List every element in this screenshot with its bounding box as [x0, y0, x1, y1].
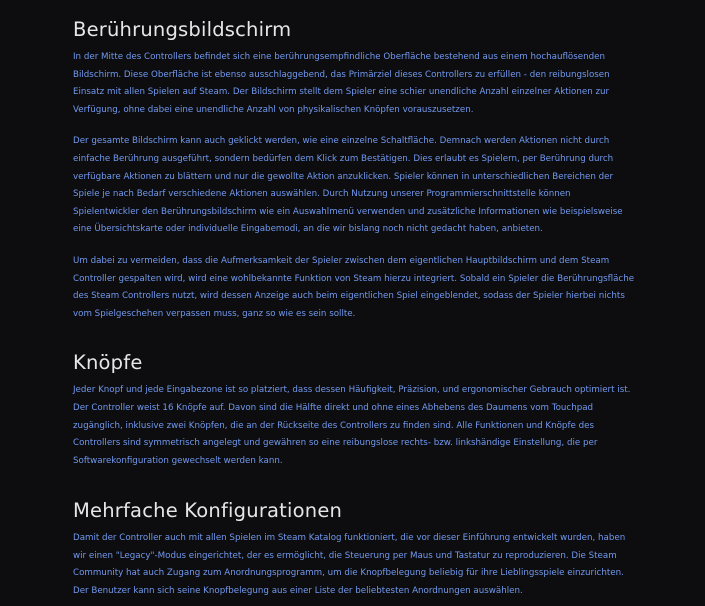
- section-paragraph: Der gesamte Bildschirm kann auch geklickt werden, wie eine einzelne Schaltfläche. Demnach werden Aktionen nicht durch einfache Berührung ausgeführt, sondern bedürfen dem Klick zum Bestätigen. Dies erlaubt es Spielern, per Berührung durch verfügbare Aktionen zu blättern und nur die gewollte Aktion anzuklicken. Spieler können in unterschiedlichen Bereichen der Spiele je nach Bedarf verschiedene Aktionen auswählen. Durch Nutzung unserer Programmierschnittstelle können Spielentwickler den Berührungsbildschirm wie ein Auswahlmenü verwenden und zusätzliche Informationen wie beispielsweise eine Übersichtskarte oder individuelle Eingabemodi, an die wir bislang noch nicht gedacht haben, anbieten.: [73, 136, 623, 235]
- section-spacer: [73, 323, 675, 350]
- paragraph-spacer: [73, 119, 675, 133]
- paragraph-spacer: [73, 239, 675, 253]
- section-title: Knöpfe: [73, 351, 143, 375]
- section-touchscreen: [73, 17, 675, 323]
- section-title: Berührungsbildschirm: [73, 18, 292, 41]
- section-buttons: [73, 350, 675, 470]
- section-spacer: [73, 470, 675, 498]
- section-paragraph: Jeder Knopf und jede Eingabezone ist so platziert, dass dessen Häufigkeit, Präzision, und ergonomischer Gebrauch optimiert ist. Der Controller weist 16 Knöpfe auf. Davon sind die Hälfte direkt und ohne eines Abhebens des Daumens vom Touchpad zugänglich, inklusive zwei Knöpfen, die an der Rückseite des Controllers zu finden sind. Alle Funktionen und Knöpfe des Controllers sind symmetrisch angelegt und gewähren so eine reibungslose rechts- bzw. linkshändige Einstellung, die per Softwarekonfiguration gewechselt werden kann.: [73, 385, 631, 466]
- section-configurations: [73, 498, 675, 600]
- section-title: Mehrfache Konfigurationen: [73, 499, 343, 523]
- section-paragraph: Um dabei zu vermeiden, dass die Aufmerksamkeit der Spieler zwischen dem eigentlichen Hauptbildschirm und dem Steam Controller gespalten wird, wird eine wohlbekannte Funktion von Steam hierzu integriert. Sobald ein Spieler die Berührungsfläche des Steam Controllers nutzt, wird dessen Anzeige auch beim eigentlichen Spiel eingeblendet, sodass der Spieler hierbei nichts vom Spielgeschehen verpassen muss, ganz so wie es sein sollte.: [73, 255, 635, 319]
- section-paragraph: In der Mitte des Controllers befindet sich eine berührungsempfindliche Oberfläche bestehend aus einem hochauflösenden Bildschirm. Diese Oberfläche ist ebenso ausschlaggebend, das Primärziel dieses Controllers zu erfüllen - den reibungslosen Einsatz mit allen Spielen auf Steam. Der Bildschirm stellt dem Spieler eine schier unendliche Anzahl einzelner Aktionen zur Verfügung, ohne dabei eine unendliche Anzahl von physikalischen Knöpfen vorauszusetzen.: [73, 52, 610, 115]
- section-paragraph: Damit der Controller auch mit allen Spielen im Steam Katalog funktioniert, die vor dieser Einführung entwickelt wurden, haben wir einen "Legacy"-Modus eingerichtet, der es ermöglicht, die Steuerung per Maus und Tastatur zu reproduzieren. Die Steam Community hat auch Zugang zum Anordnungsprogramm, um die Knopfbelegung beliebig für ihre Lieblingsspiele einzurichten. Der Benutzer kann sich seine Knopfbelegung aus einer Liste der beliebtesten Anordnungen auswählen.: [73, 533, 626, 597]
